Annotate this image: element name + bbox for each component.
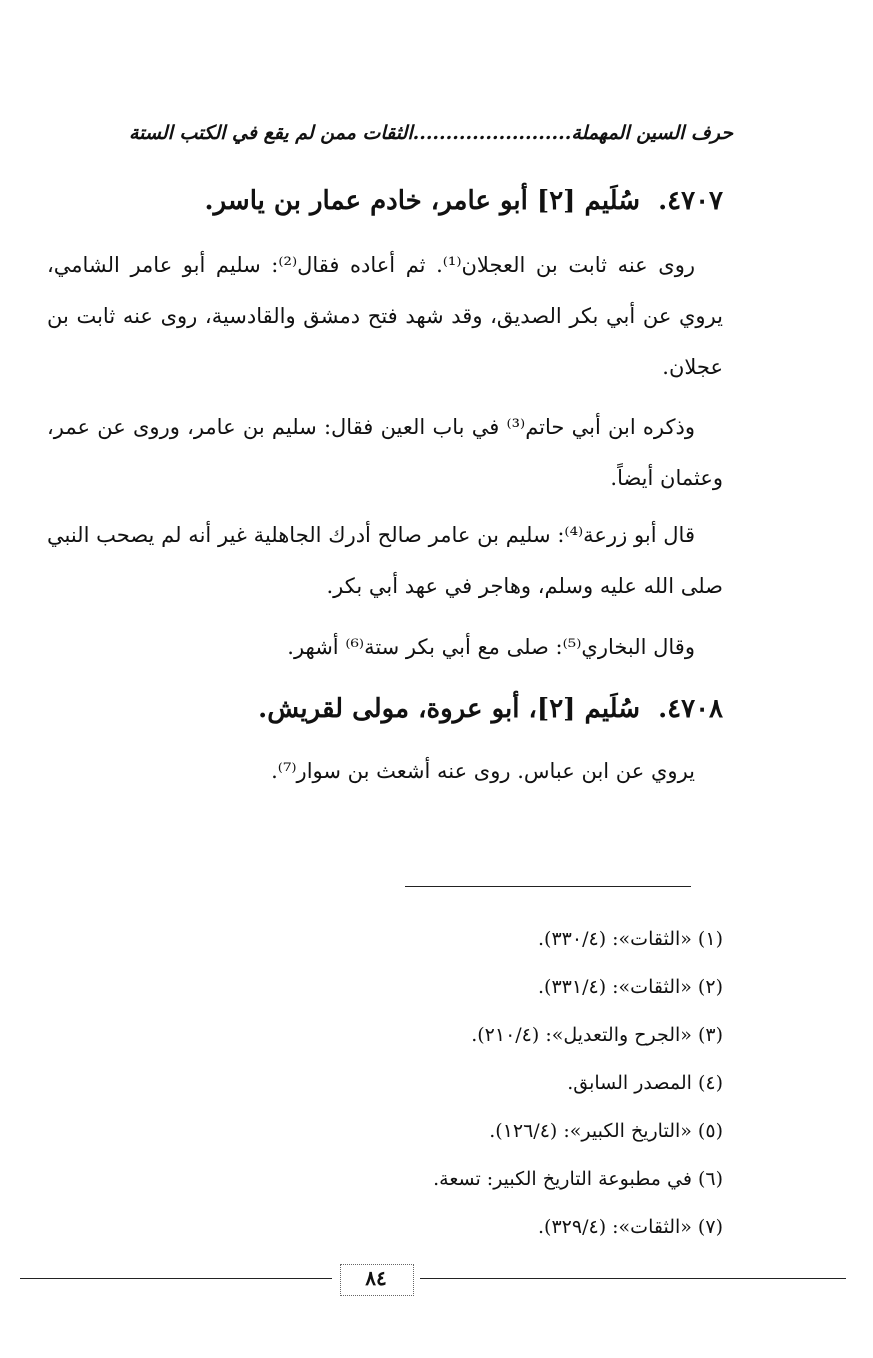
entry-paragraph: يروي عن ابن عباس. روى عنه أشعث بن سوار⁽⁷⁾. xyxy=(271,759,695,783)
footnote: (١) «الثقات»: (٣٣٠/٤). xyxy=(538,928,723,950)
entry-paragraph: وقال البخاري⁽⁵⁾: صلى مع أبي بكر ستة⁽⁶⁾ أشهر. xyxy=(287,635,695,659)
entry-paragraph: روى عنه ثابت بن العجلان⁽¹⁾. ثم أعاده فقال⁽²⁾: سليم أبو عامر الشامي، يروي عن أبي بكر الصديق، وقد شهد فتح دمشق والقادسية، روى عنه ثابت بن عجلان. xyxy=(47,253,723,379)
footnote: (٤) المصدر السابق. xyxy=(567,1072,723,1094)
page-number-ornament xyxy=(332,1262,420,1298)
page-number: ٨٤ xyxy=(365,1266,387,1290)
footnote-separator xyxy=(405,886,691,887)
running-header: حرف السين المهملة........................الثقات ممن لم يقع في الكتب الستة xyxy=(128,122,733,144)
entry-paragraph: قال أبو زرعة⁽⁴⁾: سليم بن عامر صالح أدرك الجاهلية غير أنه لم يصحب النبي صلى الله عليه وسلم، وهاجر في عهد أبي بكر. xyxy=(47,523,723,598)
footer-rule-left xyxy=(20,1278,332,1279)
footnote: (٥) «التاريخ الكبير»: (١٢٦/٤). xyxy=(489,1120,723,1142)
footer-rule-right xyxy=(420,1278,846,1279)
footnote: (٢) «الثقات»: (٣٣١/٤). xyxy=(538,976,723,998)
entry-heading-4708 xyxy=(83,694,723,724)
footnotes-list xyxy=(83,915,723,1251)
entry-title: سُلَيم [٢] أبو عامر، خادم عمار بن ياسر. xyxy=(204,186,641,216)
entry-number: ٤٧٠٨. xyxy=(658,694,723,724)
page-footer xyxy=(20,1262,846,1302)
entry-heading-4707 xyxy=(83,186,723,216)
footnote: (٦) في مطبوعة التاريخ الكبير: تسعة. xyxy=(433,1168,723,1190)
entry-title: سُلَيم [٢]، أبو عروة، مولى لقريش. xyxy=(258,694,641,724)
footnote: (٧) «الثقات»: (٣٢٩/٤). xyxy=(538,1216,723,1238)
footnote: (٣) «الجرح والتعديل»: (٢١٠/٤). xyxy=(471,1024,723,1046)
entry-paragraph: وذكره ابن أبي حاتم⁽³⁾ في باب العين فقال: سليم بن عامر، وروى عن عمر، وعثمان أيضاً. xyxy=(47,415,723,490)
entry-number: ٤٧٠٧. xyxy=(658,186,723,216)
